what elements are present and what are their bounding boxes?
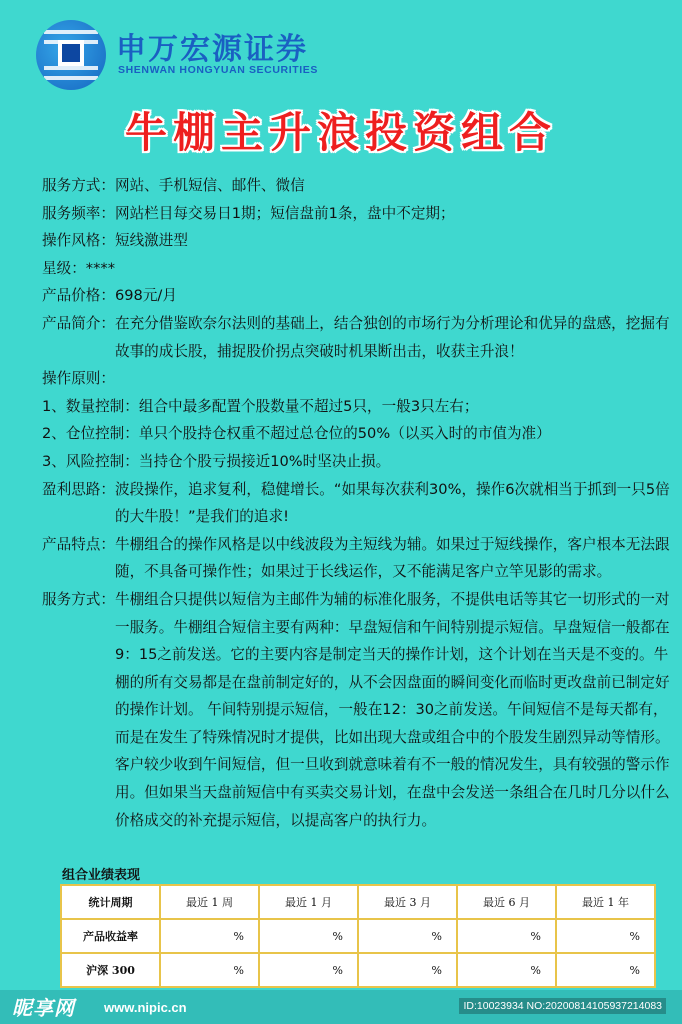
detail-label: 盈利思路：	[42, 480, 115, 498]
performance-table	[60, 884, 656, 988]
detail-row	[42, 255, 678, 283]
detail-label: 服务方式：	[42, 590, 115, 608]
table-row	[61, 953, 655, 987]
table-header-cell: 最近 1 月	[259, 885, 358, 919]
table-cell: %	[457, 953, 556, 987]
table-cell: %	[556, 919, 655, 953]
detail-row	[42, 586, 678, 834]
detail-label: 产品价格：	[42, 287, 115, 305]
table-row-label: 沪深 300	[61, 953, 160, 987]
table-header-cell: 最近 1 年	[556, 885, 655, 919]
detail-row	[42, 310, 678, 365]
detail-row	[42, 476, 678, 531]
detail-text: 网站、手机短信、邮件、微信	[114, 177, 305, 194]
detail-text: 牛棚组合的操作风格是以中线波段为主短线为辅。如果过于短线操作，客户根本无法跟随，不具备可操作性；如果过于长线运作，又不能满足客户立竿见影的需求。	[114, 535, 670, 581]
table-cell: %	[259, 919, 358, 953]
detail-label: 服务方式：	[42, 177, 115, 194]
table-header-cell: 最近 6 月	[457, 885, 556, 919]
performance-caption: 组合业绩表现	[62, 868, 141, 883]
brand-logo	[36, 20, 356, 88]
detail-label: 产品特点：	[42, 535, 115, 553]
detail-text: 短线激进型	[114, 232, 188, 250]
detail-text: 网站栏目每交易日1期；短信盘前1条，盘中不定期；	[114, 204, 455, 222]
table-header-cell: 最近 3 月	[358, 885, 457, 919]
table-cell: %	[358, 919, 457, 953]
page-title: 牛棚主升浪投资组合	[124, 108, 557, 157]
table-cell: %	[457, 919, 556, 953]
principle-item: 1、数量控制：组合中最多配置个股数量不超过5只，一般3只左右；	[42, 397, 479, 415]
detail-text: ****	[85, 259, 115, 277]
shenwan-logo-icon	[36, 20, 106, 90]
table-row-label: 产品收益率	[61, 919, 160, 953]
principles-heading: 操作原则：	[42, 370, 115, 388]
table-header-row	[61, 885, 655, 919]
detail-label: 产品简介：	[42, 314, 115, 332]
detail-row	[42, 227, 678, 255]
watermark-id: ID:10023934 NO:20200814105937214083	[459, 998, 666, 1014]
principle-item: 3、风险控制：当持仓个股亏损接近10%时坚决止损。	[42, 452, 391, 470]
table-cell: %	[358, 953, 457, 987]
detail-text: 在充分借鉴欧奈尔法则的基础上，结合独创的市场行为分析理论和优异的盘感，挖掘有故事的成长股，捕捉股价拐点突破时机果断出击，收获主升浪！	[114, 314, 670, 360]
table-cell: %	[160, 953, 259, 987]
table-row	[61, 919, 655, 953]
table-header-cell: 统计周期	[61, 885, 160, 919]
detail-label: 操作风格：	[42, 232, 115, 250]
detail-row	[42, 282, 678, 310]
detail-row	[42, 531, 678, 586]
table-cell: %	[259, 953, 358, 987]
table-cell: %	[556, 953, 655, 987]
principle-item: 2、仓位控制：单只个股持仓权重不超过总仓位的50%（以买入时的市值为准）	[42, 425, 551, 443]
table-cell: %	[160, 919, 259, 953]
detail-text: 牛棚组合只提供以短信为主邮件为辅的标准化服务，不提供电话等其它一切形式的一对一服务。牛棚组合短信主要有两种：早盘短信和午间特别提示短信。早盘短信一般都在9：15之前发送。它的主要内容是制定当天的操作计划，这个计划在当天是不变的。牛棚的所有交易都是在盘前制定好的，从不会因盘面的瞬间变化而临时更改盘前已制定好的操作计划。 午间特别提示短信，一般在12：30之前发送。午间短信不是每天都有，而是在发生了特殊情况时才提供，比如出现大盘或组合中的个股发生剧烈异动等情形。客户较少收到午间短信，但一旦收到就意味着有不一般的情况发生，具有较强的警示作用。但如果当天盘前短信中有买卖交易计划，在盘中会发送一条组合在几时几分以什么价格成交的补充提示短信，以提高客户的执行力。	[114, 590, 670, 829]
detail-label: 星级：	[42, 259, 86, 277]
table-header-cell: 最近 1 周	[160, 885, 259, 919]
detail-row	[42, 172, 678, 200]
brand-name-cn: 申万宏源证券	[116, 32, 308, 67]
watermark-logo: 昵享网	[12, 996, 75, 1020]
product-details	[42, 172, 678, 834]
detail-label: 服务频率：	[42, 204, 115, 222]
detail-text: 698元/月	[114, 287, 177, 305]
detail-text: 波段操作，追求复利，稳健增长。“如果每次获利30%，操作6次就相当于抓到一只5倍的大牛股！”是我们的追求!	[114, 480, 670, 526]
detail-row	[42, 200, 678, 228]
brand-name-en: SHENWAN HONGYUAN SECURITIES	[118, 64, 318, 76]
watermark-url: www.nipic.cn	[104, 1000, 187, 1015]
